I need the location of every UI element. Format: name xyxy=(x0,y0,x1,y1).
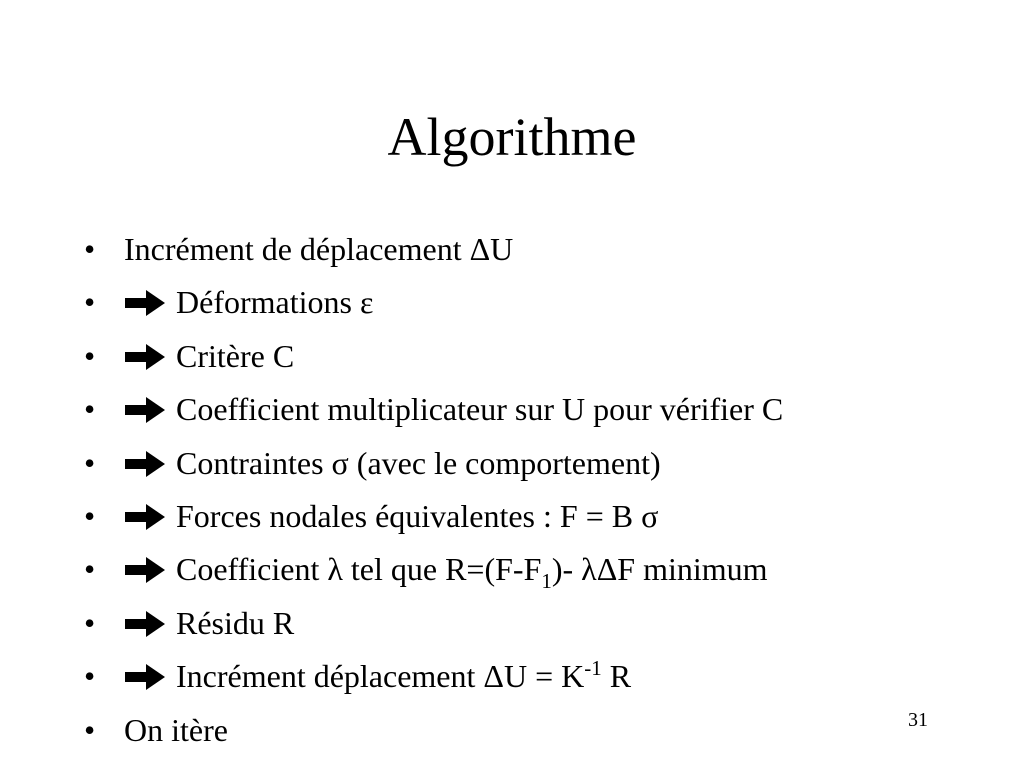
bullet-symbol: • xyxy=(84,551,96,588)
bullet-content xyxy=(124,494,658,538)
bullet-symbol: • xyxy=(84,711,96,748)
bullet-symbol: • xyxy=(84,658,96,695)
bullet-item-deformations xyxy=(84,280,964,333)
bold-right-arrow-icon xyxy=(124,450,166,478)
bullet-item-displacement-increment xyxy=(84,654,964,707)
slide-title: Algorithme xyxy=(387,107,637,167)
bullet-content xyxy=(124,601,294,645)
bold-right-arrow-icon xyxy=(124,289,166,317)
bullet-content xyxy=(124,441,661,485)
bullet-text: Critère C xyxy=(176,337,295,374)
bullet-symbol: • xyxy=(84,604,96,641)
bullet-item-increment xyxy=(84,227,964,280)
bullet-item-nodal-forces xyxy=(84,494,964,547)
bullet-text: Forces nodales équivalentes : F = B σ xyxy=(176,497,659,534)
bullet-symbol: • xyxy=(84,497,96,534)
bullet-item-stresses xyxy=(84,441,964,494)
bullet-list xyxy=(84,227,964,761)
bullet-text-after-subscript: )- λΔF minimum xyxy=(551,551,768,588)
bullet-item-multiplier xyxy=(84,387,964,440)
bullet-text-before-superscript: Incrément déplacement ΔU = K xyxy=(176,658,585,695)
bullet-symbol: • xyxy=(84,337,96,374)
bullet-item-residual xyxy=(84,601,964,654)
bullet-symbol: • xyxy=(84,231,96,267)
bullet-text: Déformations ε xyxy=(176,284,374,321)
bold-right-arrow-icon xyxy=(124,503,166,531)
bullet-text: On itère xyxy=(124,711,228,748)
bullet-symbol: • xyxy=(84,391,96,428)
bullet-content xyxy=(124,334,294,378)
bullet-text-after-superscript: R xyxy=(601,658,632,695)
page-number: 31 xyxy=(908,709,928,731)
bullet-content xyxy=(124,280,373,324)
bullet-text-before-subscript: Coefficient λ tel que R=(F-F xyxy=(176,551,542,588)
bullet-item-iterate xyxy=(84,708,964,761)
bold-right-arrow-icon xyxy=(124,556,166,584)
bullet-symbol: • xyxy=(84,284,96,321)
superscript: -1 xyxy=(584,656,602,681)
bullet-text: Coefficient multiplicateur sur U pour vérifier C xyxy=(176,391,784,428)
bullet-item-criterion xyxy=(84,334,964,387)
bullet-text: Contraintes σ (avec le comportement) xyxy=(176,444,661,481)
bullet-content xyxy=(124,654,631,698)
bullet-item-lambda-coefficient xyxy=(84,547,964,600)
bullet-text: Incrément de déplacement ΔU xyxy=(124,231,514,267)
bullet-content xyxy=(124,547,768,594)
bold-right-arrow-icon xyxy=(124,396,166,424)
bold-right-arrow-icon xyxy=(124,663,166,691)
bullet-content xyxy=(124,387,783,431)
bullet-text: Résidu R xyxy=(176,604,295,641)
subscript: 1 xyxy=(541,569,552,594)
bold-right-arrow-icon xyxy=(124,343,166,371)
bold-right-arrow-icon xyxy=(124,610,166,638)
bullet-symbol: • xyxy=(84,444,96,481)
